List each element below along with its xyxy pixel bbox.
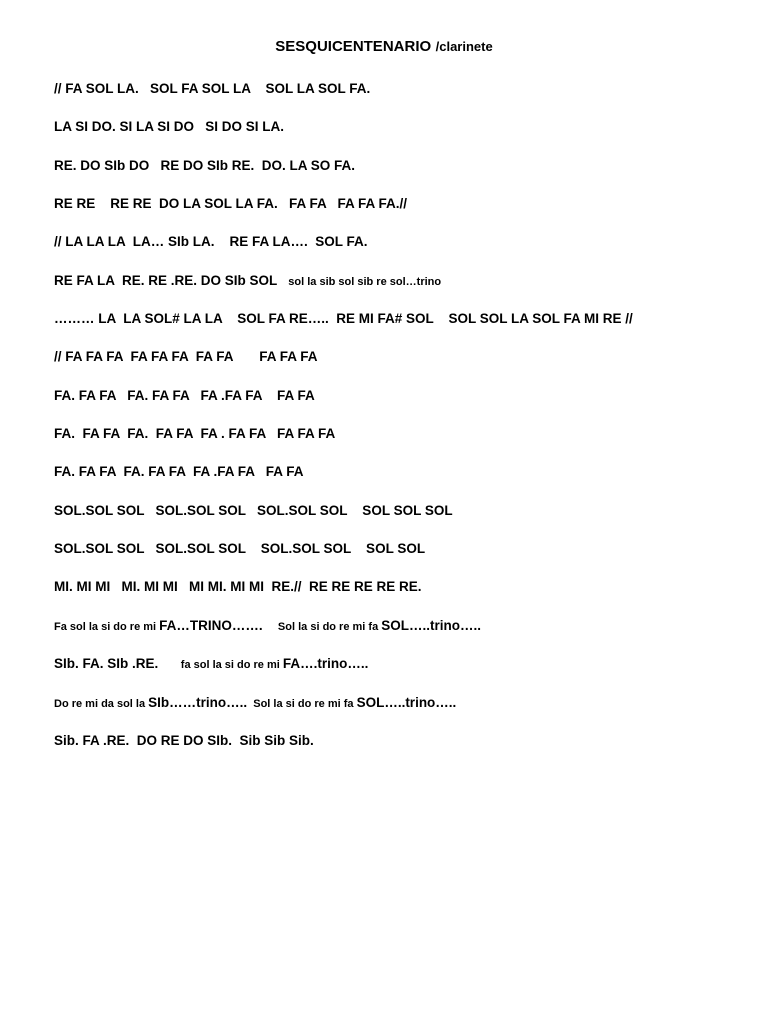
score-segment: FA. FA FA FA. FA FA FA . FA FA FA FA FA [54, 426, 336, 442]
score-line [54, 156, 754, 194]
score-line [54, 462, 754, 500]
score-segment: Do re mi da sol la [54, 697, 149, 710]
score-line [54, 501, 754, 539]
score-line [54, 232, 754, 270]
score-line [54, 616, 754, 654]
score-line [54, 577, 754, 615]
score-lines [54, 79, 754, 769]
score-segment: Sol la si do re mi fa [262, 620, 382, 633]
score-line [54, 731, 754, 769]
score-line [54, 654, 754, 692]
score-segment: LA SI DO. SI LA SI DO SI DO SI LA. [54, 119, 285, 135]
score-segment: // FA FA FA FA FA FA FA FA FA FA FA [54, 349, 318, 365]
score-line [54, 271, 754, 309]
score-segment: RE. DO SIb DO RE DO SIb RE. DO. LA SO FA. [54, 157, 356, 173]
score-segment: sol la sib sol sib re sol…trino [288, 275, 442, 288]
score-segment: SOL…..trino….. [381, 617, 481, 633]
score-line [54, 424, 754, 462]
score-segment: ……… LA LA SOL# LA LA SOL FA RE….. RE MI FA# SOL SOL SOL LA SOL FA MI RE // [54, 311, 633, 327]
score-segment: FA….trino….. [282, 656, 369, 672]
score-segment: // LA LA LA LA… SIb LA. RE FA LA…. SOL FA. [54, 234, 368, 250]
score-line [54, 386, 754, 424]
score-line [54, 539, 754, 577]
score-segment: SOL.SOL SOL SOL.SOL SOL SOL.SOL SOL SOL SOL [54, 541, 426, 557]
score-segment: MI. MI MI MI. MI MI MI MI. MI MI RE.// RE RE RE RE RE. [54, 579, 422, 595]
score-segment: fa sol la si do re mi [180, 659, 283, 672]
score-segment: SIb……trino….. [148, 694, 248, 710]
score-segment: FA…TRINO……. [159, 617, 263, 633]
score-line [54, 117, 754, 155]
page-subtitle: /clarinete [435, 39, 493, 54]
score-segment: FA. FA FA FA. FA FA FA .FA FA FA FA [54, 464, 304, 480]
score-segment: FA. FA FA FA. FA FA FA .FA FA FA FA [54, 387, 315, 403]
score-segment: SIb. FA. SIb .RE. [54, 656, 181, 672]
page-title: SESQUICENTENARIO [275, 38, 432, 55]
score-line [54, 194, 754, 232]
score-segment: SOL…..trino….. [356, 694, 457, 710]
score-segment: RE FA LA RE. RE .RE. DO SIb SOL [54, 272, 289, 288]
score-segment: SOL.SOL SOL SOL.SOL SOL SOL.SOL SOL SOL SOL SOL [54, 502, 453, 518]
title-row [0, 38, 768, 56]
score-segment: Fa sol la si do re mi [54, 620, 160, 633]
score-segment: // FA SOL LA. SOL FA SOL LA SOL LA SOL FA. [54, 81, 371, 96]
score-segment: Sib. FA .RE. DO RE DO SIb. Sib Sib Sib. [54, 732, 314, 748]
score-segment: Sol la si do re mi fa [247, 697, 357, 710]
score-line [54, 309, 754, 347]
score-line [54, 347, 754, 385]
score-segment: RE RE RE RE DO LA SOL LA FA. FA FA FA FA FA.// [54, 196, 408, 212]
score-line [54, 693, 754, 731]
score-line [54, 79, 754, 117]
